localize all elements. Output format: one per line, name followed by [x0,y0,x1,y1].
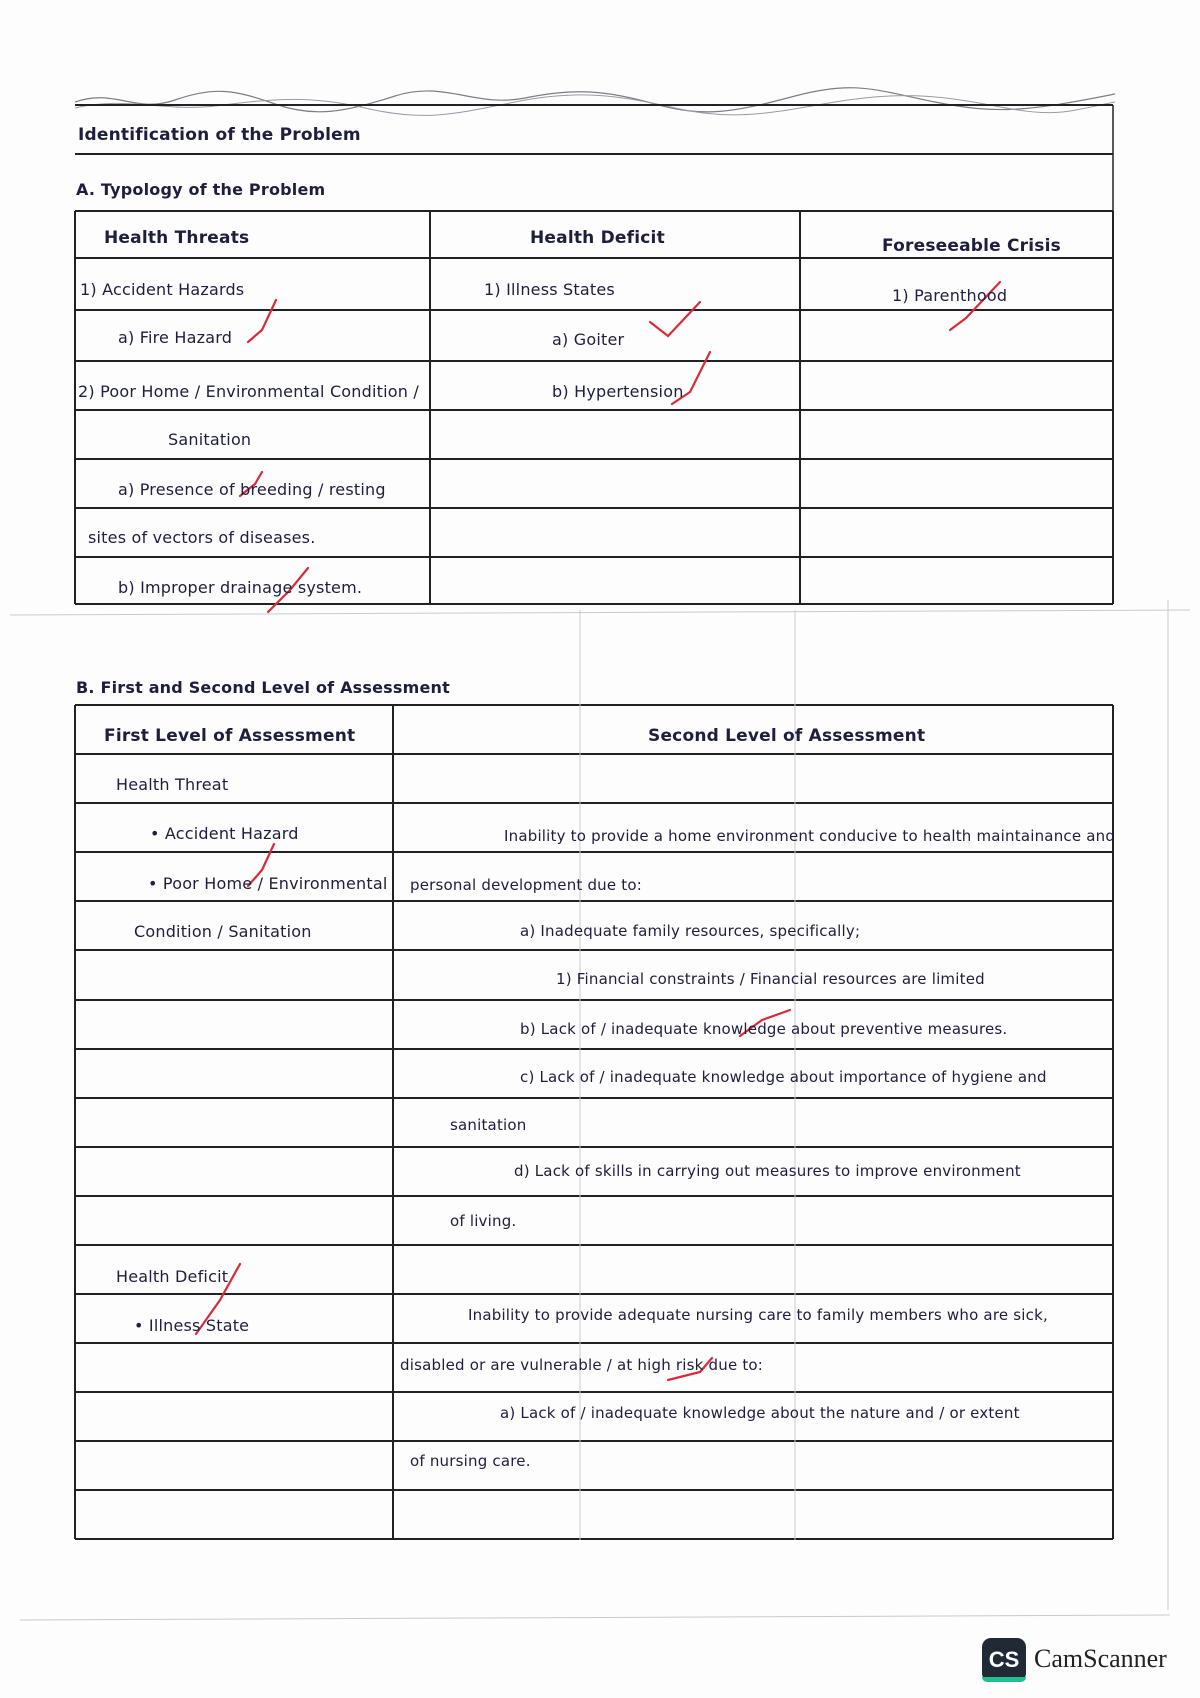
threat-item: 1) Accident Hazards [80,280,245,299]
check-mark [650,302,700,336]
threat-item: 2) Poor Home / Environmental Condition / [78,382,419,401]
section-a-subtitle: A. Typology of the Problem [76,180,326,199]
first-level-item: • Poor Home / Environmental [148,874,388,893]
second-level-item: a) Inadequate family resources, specifically; [520,922,861,940]
section-b-subtitle: B. First and Second Level of Assessment [76,678,450,697]
page-title: Identification of the Problem [78,125,361,145]
deficit-item: b) Hypertension [552,382,684,401]
threat-item: b) Improper drainage system. [118,578,363,597]
first-level-item: Health Deficit [116,1267,229,1286]
camscanner-badge: CS [988,1647,1020,1672]
deficit-item: 1) Illness States [484,280,615,299]
first-level-item: • Illness State [134,1316,250,1335]
second-level-item: b) Lack of / inadequate knowledge about preventive measures. [520,1020,1008,1038]
header-foreseeable-crisis: Foreseeable Crisis [882,236,1061,256]
threat-item: sites of vectors of diseases. [88,528,316,547]
second-level-item: disabled or are vulnerable / at high risk due to: [400,1356,764,1374]
second-level-item: a) Lack of / inadequate knowledge about the nature and / or extent [500,1404,1020,1422]
second-level-item: 1) Financial constraints / Financial resources are limited [556,970,985,988]
threat-item: a) Fire Hazard [118,328,233,347]
first-level-item: • Accident Hazard [150,824,299,843]
second-level-item: sanitation [450,1116,527,1134]
first-level-item: Health Threat [116,775,229,794]
second-level-item: Inability to provide a home environment conducive to health maintainance and [504,827,1116,845]
second-level-item: personal development due to: [410,876,642,894]
second-level-item: of nursing care. [410,1452,531,1470]
threat-item: a) Presence of breeding / resting [118,480,386,499]
header-first-level: First Level of Assessment [104,726,356,746]
second-level-item: of living. [450,1212,517,1230]
second-level-item: Inability to provide adequate nursing care to family members who are sick, [468,1306,1048,1324]
header-health-deficit: Health Deficit [530,228,665,248]
second-level-item: c) Lack of / inadequate knowledge about importance of hygiene and [520,1068,1047,1086]
first-level-item: Condition / Sanitation [134,922,312,941]
header-health-threats: Health Threats [104,228,250,248]
deficit-item: a) Goiter [552,330,625,349]
header-second-level: Second Level of Assessment [648,726,926,746]
second-level-item: d) Lack of skills in carrying out measures to improve environment [514,1162,1021,1180]
check-mark [248,300,276,342]
crisis-item: 1) Parenthood [892,286,1008,305]
camscanner-brand: CamScanner [1034,1644,1167,1673]
threat-item: Sanitation [168,430,252,449]
camscanner-logo [982,1638,1026,1682]
